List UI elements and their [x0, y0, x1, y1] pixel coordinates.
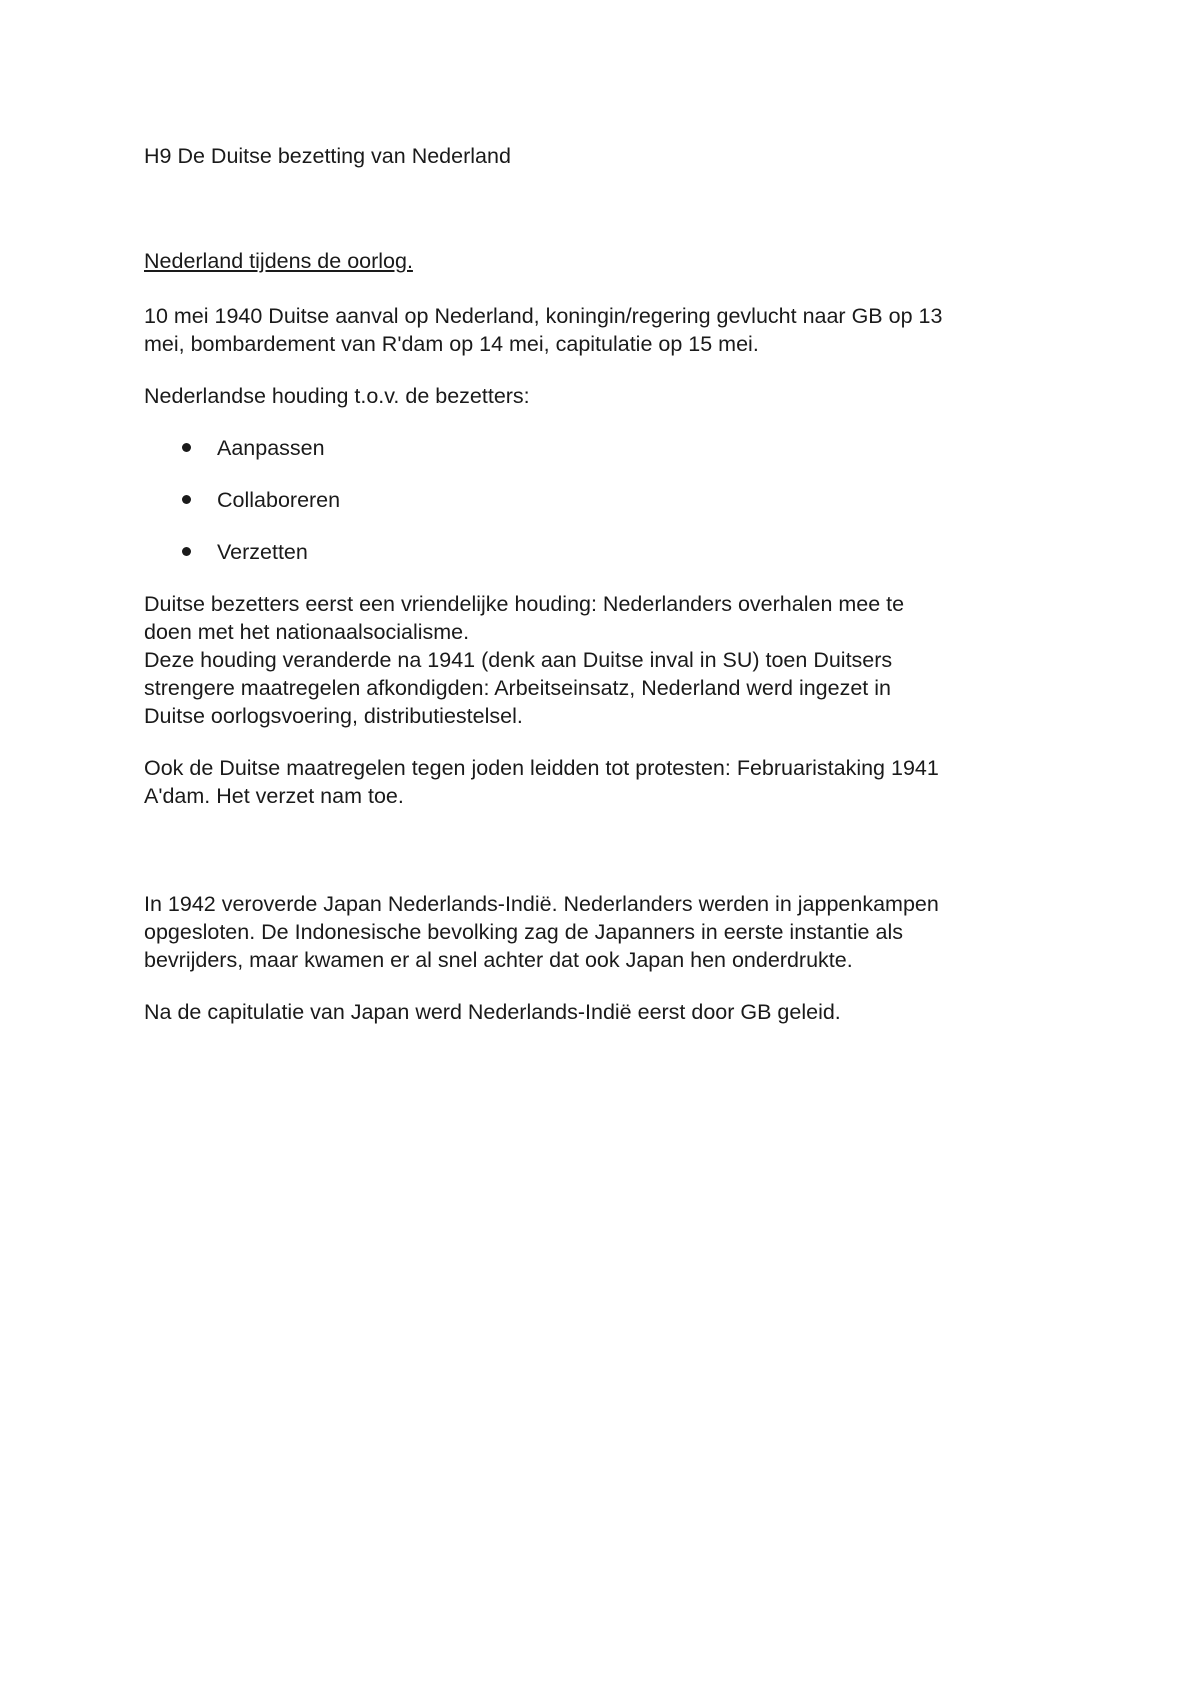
bullet-icon: [182, 547, 191, 556]
document-title: H9 De Duitse bezetting van Nederland: [144, 144, 511, 168]
paragraph-capitulation: Na de capitulatie van Japan werd Nederlands-Indië eerst door GB geleid.: [144, 1000, 841, 1024]
list-item-label: Collaboreren: [217, 488, 341, 512]
attitude-list: [144, 434, 1064, 566]
list-item: [144, 538, 1064, 566]
document-page: [144, 142, 1064, 1026]
bullet-icon: [182, 495, 191, 504]
list-item-label: Aanpassen: [217, 436, 325, 460]
bullet-icon: [182, 443, 191, 452]
section-heading: Nederland tijdens de oorlog.: [144, 249, 413, 273]
list-item: [144, 486, 1064, 514]
paragraph-attitude-intro: Nederlandse houding t.o.v. de bezetters:: [144, 384, 530, 408]
paragraph-invasion: 10 mei 1940 Duitse aanval op Nederland, koningin/regering gevlucht naar GB op 13 mei, bombardement van R'dam op 14 mei, capitulatie op 15 mei.: [144, 304, 943, 356]
paragraph-occupiers: Duitse bezetters eerst een vriendelijke houding: Nederlanders overhalen mee te doen met het nationaalsocialisme. Deze houding veranderde na 1941 (denk aan Duitse inval in SU) toen Duitsers strengere maatregelen afkondigden: Arbeitseinsatz, Nederland werd ingezet in Duitse oorlogsvoering, distributiestelsel.: [144, 592, 905, 728]
list-item: [144, 434, 1064, 462]
paragraph-protests: Ook de Duitse maatregelen tegen joden leidden tot protesten: Februaristaking 1941 A'dam. Het verzet nam toe.: [144, 756, 939, 808]
list-item-label: Verzetten: [217, 540, 308, 564]
paragraph-japan: In 1942 veroverde Japan Nederlands-Indië. Nederlanders werden in jappenkampen opgesloten. De Indonesische bevolking zag de Japanners in eerste instantie als bevrijders, maar kwamen er al snel achter dat ook Japan hen onderdrukte.: [144, 892, 939, 972]
